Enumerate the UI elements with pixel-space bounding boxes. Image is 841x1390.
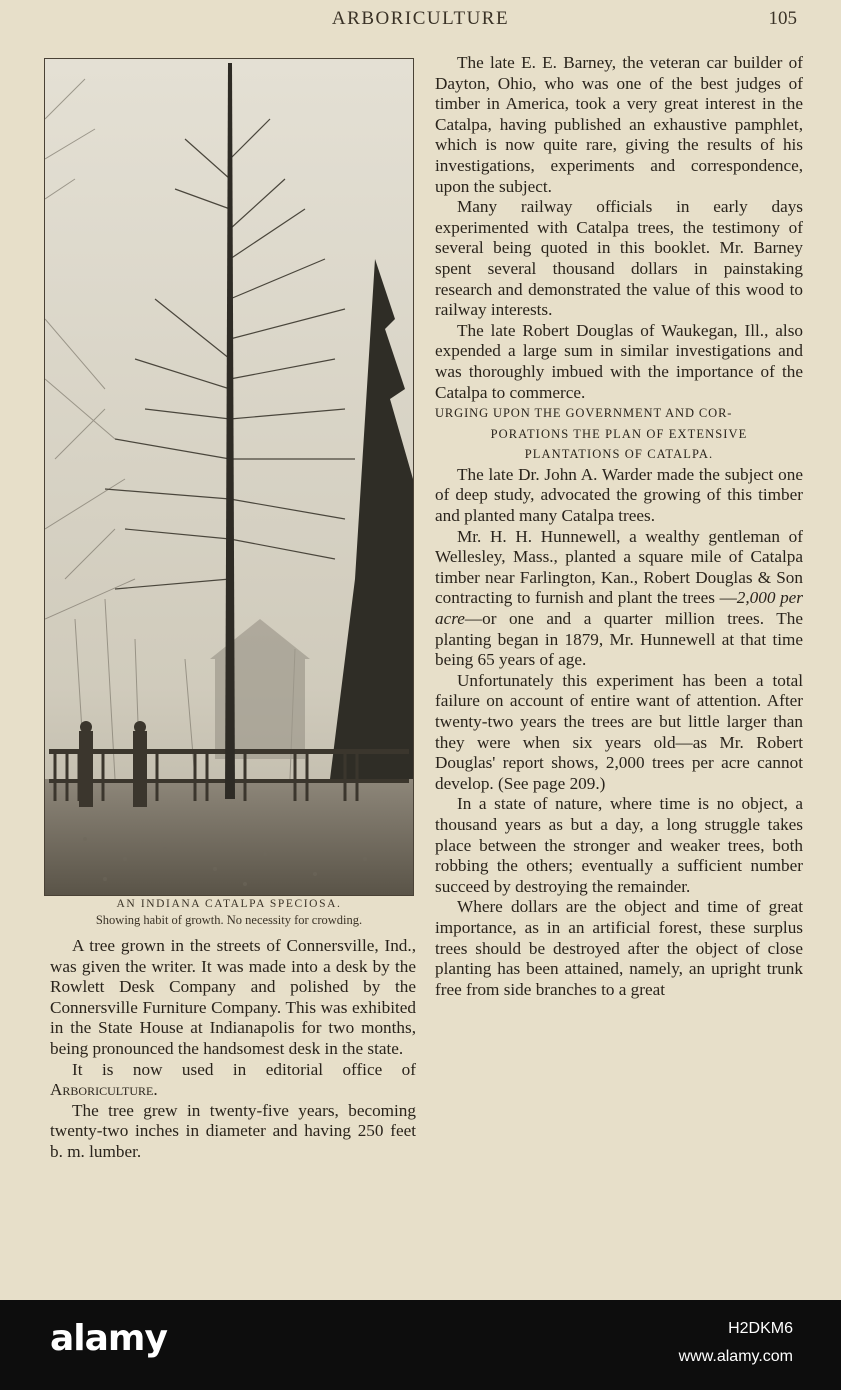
paragraph: In a state of nature, where time is no object, a thousand years as but a day, a long struggle takes place between the stronger and weaker trees, both robbing the others; eventually a sufficient number succeed by destroying the remainder. (435, 794, 803, 896)
figure-caption-title: AN INDIANA CATALPA SPECIOSA. (116, 898, 342, 910)
alamy-logo: alamy (50, 1318, 167, 1359)
right-text-column (435, 53, 803, 1000)
section-heading-line: PORATIONS THE PLAN OF EXTENSIVE (490, 426, 748, 441)
running-head (0, 8, 841, 36)
publication-name: Arboriculture. (50, 1080, 158, 1100)
catalpa-tree-illustration (45, 59, 413, 895)
running-title: ARBORICULTURE (331, 8, 510, 29)
page-number: 105 (768, 8, 797, 29)
stock-image-id: H2DKM6 (728, 1320, 793, 1337)
paragraph: A tree grown in the streets of Connersville, Ind., was given the writer. It was made into a desk by the Rowlett Desk Company and polished by the Connersville Furniture Company. This was exhibited in the State House at Indianapolis for two months, being pronounced the handsomest desk in the state. (50, 936, 416, 1058)
paragraph: Unfortunately this experiment has been a total failure on account of entire want of attention. After twenty-two years the trees are but little larger than they were when six years old—as Mr. Robert Douglas' report shows, 2,000 trees per acre cannot develop. (See page 209.) (435, 670, 803, 793)
emphasis: 2,000 per acre (435, 588, 804, 629)
paragraph: Many railway officials in early days experimented with Catalpa trees, the testimony of several being quoted in this booklet. Mr. Barney spent several thousand dollars in painstaking research and demonstrated the value of this wood to railway interests. (435, 197, 803, 320)
paragraph: The late E. E. Barney, the veteran car builder of Dayton, Ohio, who was one of the best judges of timber in America, took a very great interest in the Catalpa, having published an exhaustive pamphlet, which is now quite rare, giving the results of his investigations, experiments and correspondence, upon the subject. (435, 53, 803, 196)
paragraph: The late Dr. John A. Warder made the subject one of deep study, advocated the growing of this timber and planted many Catalpa trees. (435, 464, 803, 526)
paragraph: Where dollars are the object and time of great importance, as in an artificial forest, these surplus trees should be destroyed after the object of close planting has been attained, namely, an upright trunk free from side branches to a great (435, 897, 803, 999)
left-text-column (50, 936, 416, 1163)
figure-caption-subtitle: Showing habit of growth. No necessity for crowding. (95, 913, 363, 927)
catalpa-photograph (44, 58, 414, 896)
paragraph: Mr. H. H. Hunnewell, a wealthy gentleman of Wellesley, Mass., planted a square mile of Catalpa timber near Farlington, Kan., Robert Douglas & Son contracting to furnish and plant the trees —2,000 per acre—or one and a quarter million trees. The planting began in 1879, Mr. Hunnewell at that time being 65 years of age. (435, 526, 804, 670)
stock-watermark-bar (0, 1300, 841, 1390)
paragraph: It is now used in editorial office of Arboriculture. (50, 1059, 416, 1100)
section-heading-line: PLANTATIONS OF CATALPA. (524, 447, 714, 462)
paragraph: The tree grew in twenty-five years, becoming twenty-two inches in diameter and having 250 feet b. m. lumber. (50, 1100, 416, 1161)
paragraph: The late Robert Douglas of Waukegan, Ill., also expended a large sum in similar investigations and was thoroughly imbued with the importance of the Catalpa to commerce. (435, 320, 803, 402)
section-heading-line: URGING UPON THE GOVERNMENT AND COR- (435, 406, 733, 421)
stock-site-url: www.alamy.com (678, 1348, 793, 1365)
